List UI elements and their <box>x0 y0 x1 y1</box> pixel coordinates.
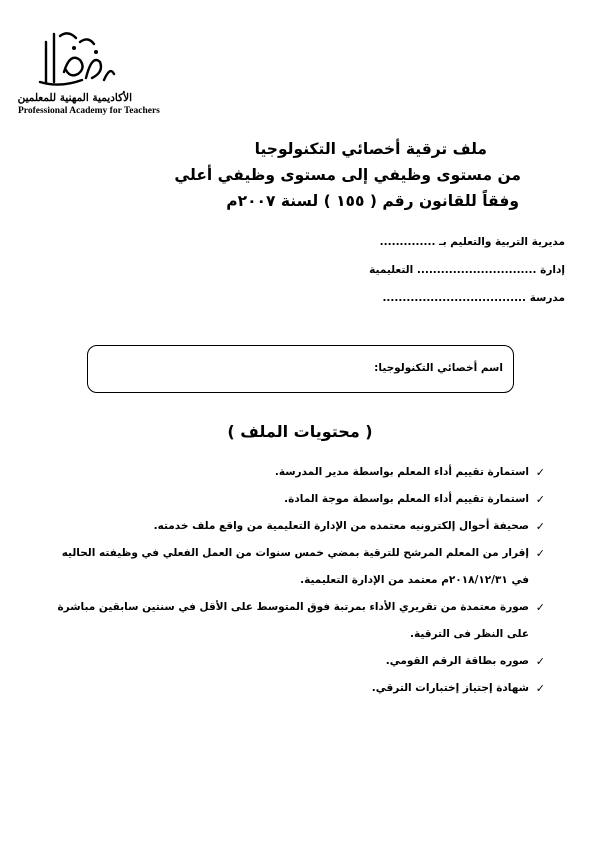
contents-heading: ( محتويات الملف ) <box>227 422 373 441</box>
checklist-item <box>45 540 545 594</box>
checklist-item-text: شهادة إجتياز إختبارات الترقي. <box>371 682 529 694</box>
academy-logo <box>17 22 160 122</box>
administration-field: إدارة .............................. التعليمية <box>369 264 565 276</box>
title-line-3: وفقاً للقانون رقم ( ١٥٥ ) لسنة ٢٠٠٧م <box>226 192 519 210</box>
checklist-item-text: إقرار من المعلم المرشح للترقية بمضي خمس سنوات من العمل الفعلي في وظيفته الحاليه في ٢٠١٨/١٢/٣١م معتمد من الإدارة التعليمية. <box>61 547 529 586</box>
checklist-item-text: صوره بطاقة الرقم القومي. <box>385 655 529 667</box>
check-icon: ✓ <box>535 655 545 668</box>
checklist-item <box>45 513 545 540</box>
checklist-item <box>45 594 545 648</box>
checklist-item-text: استمارة تقييم أداء المعلم بواسطة موجة المادة. <box>284 493 529 505</box>
title-line-1: ملف ترقية أخصائي التكنولوجيا <box>254 140 487 158</box>
directorate-field: مديرية التربية والتعليم بـ .............. <box>379 236 565 248</box>
specialist-name-box <box>87 345 514 393</box>
checklist-item <box>45 486 545 513</box>
checklist-item-text: صحيفة أحوال إلكترونيه معتمده من الإدارة التعليمية من واقع ملف خدمته. <box>153 520 529 532</box>
check-icon: ✓ <box>535 520 545 533</box>
check-icon: ✓ <box>535 466 545 479</box>
specialist-name-label: اسم أخصائي التكنولوجيا: <box>374 362 503 374</box>
checklist-item <box>45 648 545 675</box>
checklist-item <box>45 675 545 702</box>
logo-english-name: Professional Academy for Teachers <box>18 106 160 116</box>
check-icon: ✓ <box>535 547 545 560</box>
academy-logo-icon <box>30 22 120 92</box>
check-icon: ✓ <box>535 493 545 506</box>
checklist-item-text: استمارة تقييم أداء المعلم بواسطة مدير المدرسة. <box>274 466 529 478</box>
check-icon: ✓ <box>535 601 545 614</box>
checklist-item-text: صورة معتمدة من تقريري الأداء بمرتبة فوق المتوسط على الأقل في سنتين سابقين مباشرة على النظر فى الترقية. <box>57 601 529 640</box>
check-icon: ✓ <box>535 682 545 695</box>
title-line-2: من مستوى وظيفي إلى مستوى وظيفي أعلي <box>174 166 521 184</box>
checklist-item <box>45 459 545 486</box>
checklist <box>45 459 545 702</box>
school-field: مدرسة .................................... <box>382 292 565 304</box>
document-title <box>107 136 527 214</box>
logo-arabic-name: الأكاديمية المهنية للمعلمين <box>17 92 132 104</box>
school-info <box>245 233 565 317</box>
